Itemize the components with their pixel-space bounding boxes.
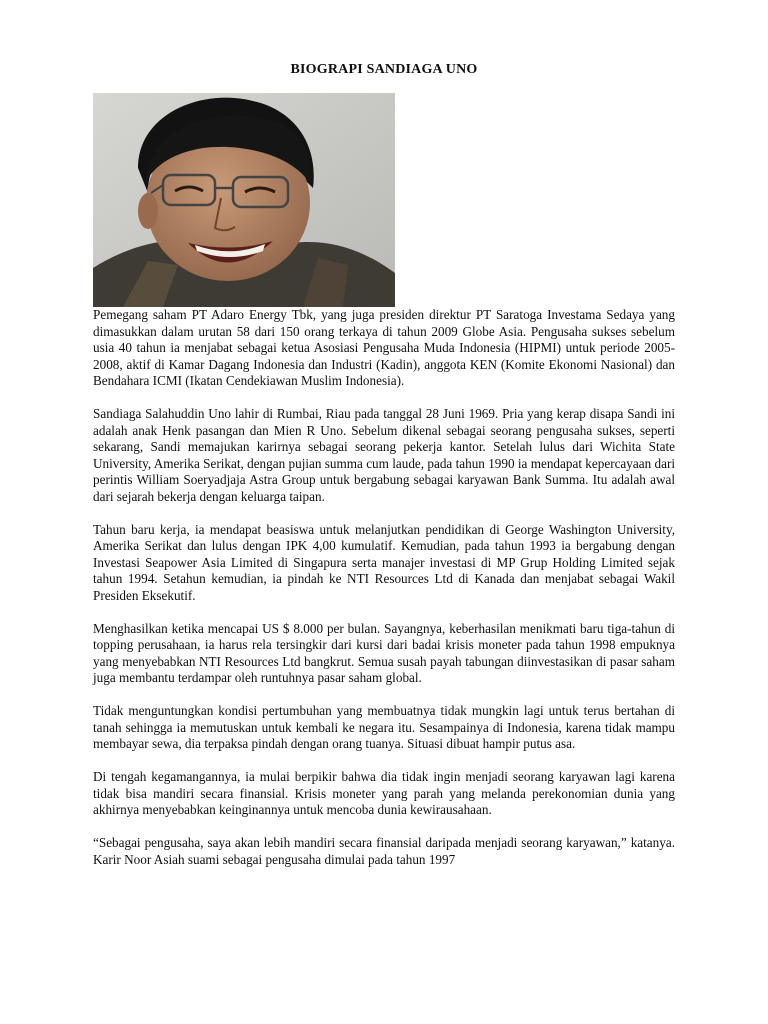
paragraph: Sandiaga Salahuddin Uno lahir di Rumbai, Riau pada tanggal 28 Juni 1969. Pria yang kerap disapa Sandi ini adalah anak Henk pasangan dan Mien R Uno. Sebelum dikenal sebagai seorang pengusaha sukses, seperti sekarang, Sandi memajukan karirnya sebagai seorang pekerja kantor. Setelah lulus dari Wichita State University, Amerika Serikat, dengan pujian summa cum laude, pada tahun 1990 ia mendapat kepercayaan dari perintis William Soeryadjaja Astra Group untuk bergabung sebagai karyawan Bank Summa. Itu adalah awal dari sejarah bekerja dengan keluarga taipan. xyxy=(93,406,675,504)
paragraph: Pemegang saham PT Adaro Energy Tbk, yang juga presiden direktur PT Saratoga Investama Sedaya yang dimasukkan dalam urutan 58 dari 150 orang terkaya di tahun 2009 Globe Asia. Pengusaha sukses sebelum usia 40 tahun ia menjabat sebagai ketua Asosiasi Pengusaha Muda Indonesia (HIPMI) untuk periode 2005-2008, aktif di Kamar Dagang Indonesia dan Industri (Kadin), anggota KEN (Komite Ekonomi Nasional) dan Bendahara ICMI (Ikatan Cendekiawan Muslim Indonesia). xyxy=(93,307,675,388)
portrait-photo xyxy=(93,93,395,307)
paragraph: Tahun baru kerja, ia mendapat beasiswa untuk melanjutkan pendidikan di George Washington University, Amerika Serikat dan lulus dengan IPK 4,00 kumulatif. Kemudian, pada tahun 1993 ia bergabung dengan Investasi Seapower Asia Limited di Singapura serta manajer investasi di MP Grup Holding Limited sejak tahun 1994. Setahun kemudian, ia pindah ke NTI Resources Ltd di Kanada dan menjabat sebagai Wakil Presiden Eksekutif. xyxy=(93,521,675,603)
paragraph: Menghasilkan ketika mencapai US $ 8.000 per bulan. Sayangnya, keberhasilan menikmati baru tiga-tahun di topping perusahaan, ia harus rela tersingkir dari kursi dari badai krisis moneter pada tahun 1998 empuknya yang menyebabkan NTI Resources Ltd bangkrut. Semua susah payah tabungan diinvestasikan di pasar saham juga membantu terdampar oleh runtuhnya pasar saham global. xyxy=(93,620,675,685)
paragraph: Tidak menguntungkan kondisi pertumbuhan yang membuatnya tidak mungkin lagi untuk terus bertahan di tanah sehingga ia memutuskan untuk kembali ke negara itu. Sesampainya di Indonesia, karena tidak mampu membayar sewa, dia terpaksa pindah dengan orang tuanya. Situasi dibuat hampir putus asa. xyxy=(93,703,675,751)
paragraph: “Sebagai pengusaha, saya akan lebih mandiri secara finansial daripada menjadi seorang karyawan,” katanya. Karir Noor Asiah suami sebagai pengusaha dimulai pada tahun 1997 xyxy=(93,835,675,867)
document-title: BIOGRAPI SANDIAGA UNO xyxy=(290,62,478,77)
document-body xyxy=(93,307,675,885)
paragraph: Di tengah kegamangannya, ia mulai berpikir bahwa dia tidak ingin menjadi seorang karyawan lagi karena tidak bisa mandiri secara finansial. Krisis moneter yang parah yang melanda perekonomian dunia yang akhirnya menyebabkan keinginannya untuk mencoba dunia kewirausahaan. xyxy=(93,769,675,817)
